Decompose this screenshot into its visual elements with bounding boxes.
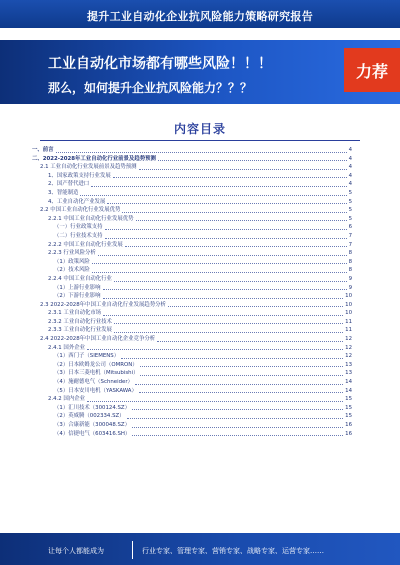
toc-entry-label: （3）合康新能（300048.SZ） xyxy=(54,422,130,428)
toc-entry-page: 5 xyxy=(348,189,352,196)
toc-entry-page: 16 xyxy=(345,430,352,437)
toc-entry[interactable] xyxy=(32,309,352,318)
toc-leader-dots xyxy=(127,418,344,419)
toc-entry-page: 10 xyxy=(345,310,352,317)
toc-entry[interactable] xyxy=(32,412,352,421)
report-title: 提升工业自动化企业抗风险能力策略研究报告 xyxy=(87,10,313,23)
toc-entry[interactable] xyxy=(32,361,352,370)
toc-entry[interactable] xyxy=(32,215,352,224)
toc-entry-label: 2、国产替代进口 xyxy=(48,181,90,188)
toc-entry-label: 4、工业自动化产业发展 xyxy=(48,198,106,205)
toc-leader-dots xyxy=(107,203,346,204)
toc-entry-label: 2.2 中国工业自动化行业发展优势 xyxy=(40,207,121,214)
toc-entry[interactable] xyxy=(32,352,352,361)
toc-entry-page: 8 xyxy=(348,258,352,265)
toc-entry-page: 4 xyxy=(348,147,352,153)
toc-entry-page: 5 xyxy=(348,207,352,214)
toc-entry[interactable] xyxy=(32,172,352,181)
toc-entry-page: 10 xyxy=(345,293,352,300)
toc-entry-label: （3）日本三菱电机（Mitsubishi） xyxy=(54,370,139,377)
toc-entry[interactable] xyxy=(32,266,352,275)
toc-entry-label: 2.3.2 工业自动化行业技术 xyxy=(48,318,112,325)
toc-leader-dots xyxy=(80,195,346,196)
toc-entry-label: （1）汇川技术（300124.SZ） xyxy=(54,404,130,411)
toc-entry-label: （5）日本安川电机（YASKAWA） xyxy=(54,387,137,394)
toc-leader-dots xyxy=(87,401,343,402)
toc-entry-page: 5 xyxy=(348,215,352,222)
toc-entry-label: 2.3 2022-2028年中国工业自动化行业发展趋势分析 xyxy=(40,301,166,308)
toc-entry-page: 8 xyxy=(348,267,352,274)
toc-entry[interactable] xyxy=(32,258,352,267)
toc-leader-dots xyxy=(139,169,347,170)
toc-entry[interactable] xyxy=(32,301,352,310)
toc-entry[interactable] xyxy=(32,223,352,232)
table-of-contents xyxy=(32,146,352,438)
toc-entry-page: 4 xyxy=(348,181,352,188)
toc-entry[interactable] xyxy=(32,344,352,353)
toc-entry-page: 7 xyxy=(348,241,352,248)
toc-entry[interactable] xyxy=(32,395,352,404)
toc-entry-page: 12 xyxy=(345,353,352,360)
toc-entry-label: 一、前言 xyxy=(32,147,54,153)
toc-entry-page: 15 xyxy=(345,413,352,420)
toc-entry[interactable] xyxy=(32,378,352,387)
footer-slogan: 让每个人都能成为 xyxy=(48,547,104,555)
toc-entry[interactable] xyxy=(32,232,352,241)
toc-entry-page: 5 xyxy=(348,198,352,205)
toc-entry-label: 1、国家政策支持行业发展 xyxy=(48,172,111,179)
toc-leader-dots xyxy=(121,358,343,359)
toc-entry[interactable] xyxy=(32,387,352,396)
toc-entry-page: 12 xyxy=(345,336,352,343)
toc-leader-dots xyxy=(114,281,347,282)
toc-leader-dots xyxy=(158,160,347,161)
toc-entry-label: 2.4.1 国外企业 xyxy=(48,344,85,351)
toc-entry-page: 9 xyxy=(348,275,352,282)
toc-entry-page: 13 xyxy=(345,361,352,368)
toc-entry-label: 2.2.3 行业风险分析 xyxy=(48,250,96,257)
toc-entry-page: 13 xyxy=(345,370,352,377)
toc-leader-dots xyxy=(92,263,347,264)
toc-entry[interactable] xyxy=(32,421,352,430)
toc-leader-dots xyxy=(105,238,347,239)
toc-entry-label: （2）下游行业影响 xyxy=(54,293,101,300)
toc-leader-dots xyxy=(122,212,346,213)
toc-entry[interactable] xyxy=(32,275,352,284)
toc-entry-label: 2.2.4 中国工业自动化行业 xyxy=(48,275,112,282)
toc-entry-page: 4 xyxy=(348,164,352,171)
toc-leader-dots xyxy=(113,177,347,178)
toc-entry[interactable] xyxy=(32,284,352,293)
toc-entry-label: （一）行业政策支持 xyxy=(54,224,103,231)
toc-entry-page: 11 xyxy=(345,318,352,325)
toc-leader-dots xyxy=(140,366,343,367)
toc-leader-dots xyxy=(135,384,343,385)
toc-entry[interactable] xyxy=(32,369,352,378)
toc-entry[interactable] xyxy=(32,189,352,198)
toc-leader-dots xyxy=(105,229,347,230)
toc-leader-dots xyxy=(168,306,343,307)
toc-leader-dots xyxy=(136,220,347,221)
toc-leader-dots xyxy=(103,315,343,316)
toc-leader-dots xyxy=(157,341,343,342)
toc-entry-page: 16 xyxy=(345,422,352,428)
toc-leader-dots xyxy=(132,409,343,410)
toc-entry-label: （4）信捷电气（603416.SH） xyxy=(54,430,131,437)
toc-entry[interactable] xyxy=(32,206,352,215)
toc-entry-label: 2.4 2022-2028年中国工业自动化企业竞争分析 xyxy=(40,336,156,343)
toc-entry-label: （2）技术风险 xyxy=(54,267,90,274)
toc-heading-divider xyxy=(40,140,360,141)
toc-entry-label: 2.3.1 工业自动化市场 xyxy=(48,310,102,317)
toc-entry[interactable] xyxy=(32,292,352,301)
toc-leader-dots xyxy=(114,332,343,333)
toc-entry[interactable] xyxy=(32,335,352,344)
toc-leader-dots xyxy=(132,427,343,428)
toc-entry-page: 4 xyxy=(348,155,352,162)
toc-entry[interactable] xyxy=(32,146,352,155)
toc-entry-page: 10 xyxy=(345,301,352,308)
toc-entry-page: 4 xyxy=(348,172,352,179)
toc-entry-label: （2）英威腾（002334.SZ） xyxy=(54,413,125,420)
toc-entry-page: 14 xyxy=(345,379,352,386)
toc-entry-label: （4）施耐德电气（Schneider） xyxy=(54,379,133,386)
toc-entry-page: 8 xyxy=(348,250,352,257)
toc-entry[interactable] xyxy=(32,318,352,327)
toc-entry-page: 6 xyxy=(348,224,352,231)
toc-entry-label: 2.1 工业自动化行业发展前景及趋势预测 xyxy=(40,164,137,171)
toc-entry-label: （1）政策风险 xyxy=(54,258,90,265)
toc-leader-dots xyxy=(103,298,344,299)
toc-entry-label: 二、2022-2028年工业自动化行业前景及趋势预测 xyxy=(32,155,156,162)
toc-entry-page: 15 xyxy=(345,396,352,403)
toc-entry-label: 2.3.3 工业自动化行业发展 xyxy=(48,327,112,334)
toc-entry-label: 2.4.2 国内企业 xyxy=(48,396,85,403)
toc-leader-dots xyxy=(92,272,347,273)
footer-divider xyxy=(132,541,133,559)
toc-entry-page: 12 xyxy=(345,344,352,351)
toc-entry[interactable] xyxy=(32,155,352,164)
toc-entry-page: 9 xyxy=(348,284,352,291)
footer-expert-list: 行业专家、管理专家、营销专家、战略专家、运营专家…… xyxy=(142,547,324,555)
toc-leader-dots xyxy=(98,255,347,256)
toc-entry-label: （1）西门子（SIEMENS） xyxy=(54,353,120,360)
toc-leader-dots xyxy=(87,349,343,350)
toc-leader-dots xyxy=(140,375,343,376)
toc-heading: 内容目录 xyxy=(173,122,226,136)
toc-leader-dots xyxy=(56,152,347,153)
toc-entry-label: 2.2.2 中国工业自动化行业发展 xyxy=(48,241,123,248)
toc-entry-label: 2.2.1 中国工业自动化行业发展优势 xyxy=(48,215,134,222)
toc-entry[interactable] xyxy=(32,198,352,207)
toc-leader-dots xyxy=(114,323,343,324)
toc-entry-page: 14 xyxy=(345,387,352,394)
banner-headline: 工业自动化市场都有哪些风险！！！ xyxy=(48,56,272,72)
toc-entry-label: （二）行业技术支持 xyxy=(54,232,103,239)
toc-entry[interactable] xyxy=(32,163,352,172)
toc-entry[interactable] xyxy=(32,404,352,413)
toc-entry-label: （1）上游行业影响 xyxy=(54,284,101,291)
toc-leader-dots xyxy=(91,186,346,187)
toc-leader-dots xyxy=(139,392,343,393)
toc-entry-page: 7 xyxy=(348,232,352,239)
toc-entry[interactable] xyxy=(32,180,352,189)
toc-leader-dots xyxy=(103,289,347,290)
toc-leader-dots xyxy=(132,435,343,436)
recommend-badge: 力荐 xyxy=(344,48,400,92)
toc-entry-page: 15 xyxy=(345,404,352,411)
toc-entry[interactable] xyxy=(32,326,352,335)
toc-entry[interactable] xyxy=(32,430,352,439)
toc-leader-dots xyxy=(125,246,347,247)
toc-entry[interactable] xyxy=(32,249,352,258)
toc-entry-label: （2）日本欧姆龙公司（OMRON） xyxy=(54,361,138,368)
banner-subheadline: 那么，如何提升企业抗风险能力？？？ xyxy=(48,81,253,95)
toc-entry[interactable] xyxy=(32,241,352,250)
toc-entry-page: 11 xyxy=(345,327,352,334)
toc-entry-label: 3、智能制造 xyxy=(48,189,79,196)
